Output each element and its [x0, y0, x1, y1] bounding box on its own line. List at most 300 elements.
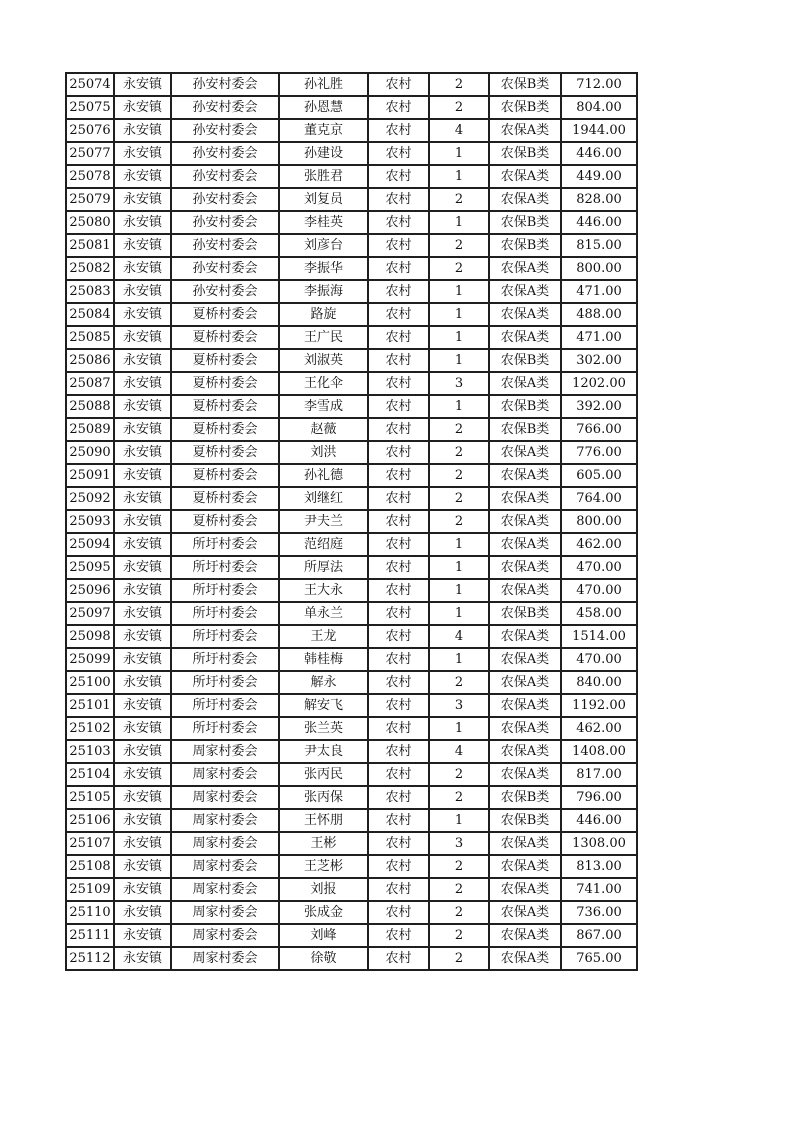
table-cell-amount: 470.00	[561, 556, 637, 579]
table-cell-village_committee: 周家村委会	[171, 832, 279, 855]
table-cell-person_count: 3	[429, 694, 489, 717]
table-cell-name: 张成金	[279, 901, 368, 924]
table-cell-amount: 302.00	[561, 349, 637, 372]
table-cell-insurance_category: 农保A类	[489, 832, 561, 855]
table-cell-amount: 470.00	[561, 579, 637, 602]
table-cell-town: 永安镇	[114, 165, 171, 188]
table-cell-record_id: 25092	[66, 487, 114, 510]
table-cell-residence_type: 农村	[368, 234, 429, 257]
table-cell-town: 永安镇	[114, 372, 171, 395]
table-row	[66, 602, 637, 625]
table-row	[66, 763, 637, 786]
table-cell-person_count: 1	[429, 533, 489, 556]
table-cell-insurance_category: 农保A类	[489, 464, 561, 487]
table-cell-record_id: 25076	[66, 119, 114, 142]
table-cell-name: 单永兰	[279, 602, 368, 625]
table-cell-person_count: 2	[429, 487, 489, 510]
table-cell-amount: 815.00	[561, 234, 637, 257]
table-cell-residence_type: 农村	[368, 717, 429, 740]
table-row	[66, 533, 637, 556]
table-cell-residence_type: 农村	[368, 648, 429, 671]
table-row	[66, 855, 637, 878]
table-cell-residence_type: 农村	[368, 694, 429, 717]
table-cell-town: 永安镇	[114, 901, 171, 924]
table-cell-amount: 488.00	[561, 303, 637, 326]
table-cell-town: 永安镇	[114, 188, 171, 211]
table-cell-village_committee: 夏桥村委会	[171, 372, 279, 395]
table-cell-person_count: 2	[429, 786, 489, 809]
table-cell-person_count: 1	[429, 809, 489, 832]
table-cell-residence_type: 农村	[368, 142, 429, 165]
table-cell-record_id: 25086	[66, 349, 114, 372]
table-cell-amount: 446.00	[561, 809, 637, 832]
table-cell-village_committee: 周家村委会	[171, 786, 279, 809]
table-cell-record_id: 25080	[66, 211, 114, 234]
table-cell-amount: 813.00	[561, 855, 637, 878]
table-cell-amount: 392.00	[561, 395, 637, 418]
table-cell-name: 王彬	[279, 832, 368, 855]
table-body	[66, 73, 637, 970]
table-cell-record_id: 25111	[66, 924, 114, 947]
table-cell-residence_type: 农村	[368, 510, 429, 533]
table-cell-name: 王大永	[279, 579, 368, 602]
table-cell-residence_type: 农村	[368, 349, 429, 372]
table-cell-insurance_category: 农保A类	[489, 648, 561, 671]
table-row	[66, 487, 637, 510]
table-cell-insurance_category: 农保A类	[489, 740, 561, 763]
table-cell-town: 永安镇	[114, 763, 171, 786]
table-cell-village_committee: 所圩村委会	[171, 625, 279, 648]
table-cell-name: 李桂英	[279, 211, 368, 234]
table-row	[66, 142, 637, 165]
table-cell-name: 尹太良	[279, 740, 368, 763]
table-cell-residence_type: 农村	[368, 901, 429, 924]
table-cell-residence_type: 农村	[368, 326, 429, 349]
table-cell-person_count: 2	[429, 878, 489, 901]
table-cell-village_committee: 孙安村委会	[171, 211, 279, 234]
table-cell-insurance_category: 农保A类	[489, 671, 561, 694]
table-cell-amount: 766.00	[561, 418, 637, 441]
table-cell-insurance_category: 农保A类	[489, 763, 561, 786]
table-cell-amount: 458.00	[561, 602, 637, 625]
table-cell-name: 刘彦台	[279, 234, 368, 257]
table-cell-residence_type: 农村	[368, 832, 429, 855]
table-row	[66, 671, 637, 694]
table-cell-village_committee: 夏桥村委会	[171, 303, 279, 326]
table-cell-village_committee: 所圩村委会	[171, 533, 279, 556]
table-cell-record_id: 25105	[66, 786, 114, 809]
table-cell-residence_type: 农村	[368, 372, 429, 395]
table-cell-village_committee: 周家村委会	[171, 924, 279, 947]
table-cell-name: 王广民	[279, 326, 368, 349]
table-cell-insurance_category: 农保A类	[489, 556, 561, 579]
table-cell-residence_type: 农村	[368, 303, 429, 326]
table-cell-insurance_category: 农保B类	[489, 234, 561, 257]
table-cell-record_id: 25098	[66, 625, 114, 648]
table-cell-insurance_category: 农保A类	[489, 441, 561, 464]
table-cell-residence_type: 农村	[368, 878, 429, 901]
table-cell-residence_type: 农村	[368, 395, 429, 418]
table-cell-person_count: 4	[429, 625, 489, 648]
table-cell-name: 王怀朋	[279, 809, 368, 832]
table-cell-town: 永安镇	[114, 786, 171, 809]
social-insurance-table	[65, 72, 638, 971]
table-cell-record_id: 25083	[66, 280, 114, 303]
table-cell-name: 所厚法	[279, 556, 368, 579]
table-cell-name: 徐敬	[279, 947, 368, 970]
table-cell-insurance_category: 农保B类	[489, 809, 561, 832]
table-cell-residence_type: 农村	[368, 487, 429, 510]
table-cell-insurance_category: 农保A类	[489, 487, 561, 510]
table-cell-amount: 840.00	[561, 671, 637, 694]
table-row	[66, 73, 637, 96]
table-cell-village_committee: 夏桥村委会	[171, 510, 279, 533]
table-cell-insurance_category: 农保B类	[489, 786, 561, 809]
table-row	[66, 878, 637, 901]
table-row	[66, 280, 637, 303]
table-cell-insurance_category: 农保A类	[489, 510, 561, 533]
table-cell-record_id: 25093	[66, 510, 114, 533]
table-row	[66, 418, 637, 441]
table-row	[66, 579, 637, 602]
table-cell-amount: 764.00	[561, 487, 637, 510]
table-cell-record_id: 25084	[66, 303, 114, 326]
table-cell-town: 永安镇	[114, 441, 171, 464]
table-cell-village_committee: 周家村委会	[171, 855, 279, 878]
table-cell-village_committee: 夏桥村委会	[171, 464, 279, 487]
table-cell-record_id: 25102	[66, 717, 114, 740]
table-cell-insurance_category: 农保A类	[489, 855, 561, 878]
table-cell-person_count: 1	[429, 349, 489, 372]
table-cell-town: 永安镇	[114, 832, 171, 855]
table-row	[66, 510, 637, 533]
table-cell-amount: 800.00	[561, 257, 637, 280]
table-cell-amount: 817.00	[561, 763, 637, 786]
table-cell-village_committee: 所圩村委会	[171, 671, 279, 694]
table-cell-insurance_category: 农保A类	[489, 303, 561, 326]
table-row	[66, 211, 637, 234]
table-cell-amount: 736.00	[561, 901, 637, 924]
table-row	[66, 786, 637, 809]
table-cell-person_count: 2	[429, 234, 489, 257]
table-cell-insurance_category: 农保B类	[489, 395, 561, 418]
table-cell-town: 永安镇	[114, 625, 171, 648]
table-cell-town: 永安镇	[114, 648, 171, 671]
table-cell-insurance_category: 农保A类	[489, 625, 561, 648]
table-row	[66, 717, 637, 740]
table-cell-person_count: 2	[429, 96, 489, 119]
table-cell-insurance_category: 农保A类	[489, 694, 561, 717]
table-row	[66, 395, 637, 418]
table-cell-amount: 471.00	[561, 326, 637, 349]
table-cell-residence_type: 农村	[368, 625, 429, 648]
table-cell-name: 刘报	[279, 878, 368, 901]
table-cell-village_committee: 周家村委会	[171, 809, 279, 832]
table-cell-insurance_category: 农保B类	[489, 349, 561, 372]
table-cell-insurance_category: 农保A类	[489, 533, 561, 556]
table-cell-record_id: 25095	[66, 556, 114, 579]
table-cell-town: 永安镇	[114, 280, 171, 303]
table-cell-record_id: 25087	[66, 372, 114, 395]
table-cell-town: 永安镇	[114, 671, 171, 694]
table-row	[66, 188, 637, 211]
table-cell-insurance_category: 农保B类	[489, 418, 561, 441]
table-cell-name: 赵薇	[279, 418, 368, 441]
table-cell-record_id: 25104	[66, 763, 114, 786]
table-cell-town: 永安镇	[114, 809, 171, 832]
table-cell-village_committee: 周家村委会	[171, 901, 279, 924]
table-cell-residence_type: 农村	[368, 119, 429, 142]
table-cell-amount: 1944.00	[561, 119, 637, 142]
table-cell-village_committee: 所圩村委会	[171, 717, 279, 740]
table-cell-person_count: 1	[429, 579, 489, 602]
table-cell-residence_type: 农村	[368, 763, 429, 786]
table-cell-insurance_category: 农保A类	[489, 165, 561, 188]
table-cell-town: 永安镇	[114, 694, 171, 717]
table-cell-name: 李振华	[279, 257, 368, 280]
table-cell-village_committee: 所圩村委会	[171, 579, 279, 602]
table-cell-amount: 828.00	[561, 188, 637, 211]
table-cell-insurance_category: 农保B类	[489, 96, 561, 119]
table-cell-name: 刘淑英	[279, 349, 368, 372]
table-cell-insurance_category: 农保A类	[489, 372, 561, 395]
table-cell-town: 永安镇	[114, 878, 171, 901]
table-cell-village_committee: 夏桥村委会	[171, 326, 279, 349]
table-cell-town: 永安镇	[114, 924, 171, 947]
table-cell-name: 张丙民	[279, 763, 368, 786]
table-cell-residence_type: 农村	[368, 671, 429, 694]
table-cell-town: 永安镇	[114, 556, 171, 579]
table-cell-person_count: 1	[429, 717, 489, 740]
table-cell-name: 王芝彬	[279, 855, 368, 878]
table-cell-name: 刘洪	[279, 441, 368, 464]
table-cell-record_id: 25097	[66, 602, 114, 625]
table-cell-record_id: 25082	[66, 257, 114, 280]
table-cell-amount: 1308.00	[561, 832, 637, 855]
table-row	[66, 625, 637, 648]
table-cell-person_count: 1	[429, 165, 489, 188]
table-cell-insurance_category: 农保A类	[489, 579, 561, 602]
table-cell-village_committee: 孙安村委会	[171, 257, 279, 280]
table-cell-village_committee: 周家村委会	[171, 763, 279, 786]
table-cell-village_committee: 孙安村委会	[171, 96, 279, 119]
table-cell-town: 永安镇	[114, 303, 171, 326]
table-cell-person_count: 1	[429, 211, 489, 234]
table-row	[66, 901, 637, 924]
table-cell-village_committee: 孙安村委会	[171, 119, 279, 142]
table-cell-residence_type: 农村	[368, 211, 429, 234]
table-cell-village_committee: 夏桥村委会	[171, 441, 279, 464]
table-cell-person_count: 2	[429, 924, 489, 947]
table-cell-record_id: 25094	[66, 533, 114, 556]
table-cell-amount: 470.00	[561, 648, 637, 671]
table-cell-name: 解永	[279, 671, 368, 694]
table-row	[66, 694, 637, 717]
table-cell-town: 永安镇	[114, 234, 171, 257]
table-cell-insurance_category: 农保A类	[489, 280, 561, 303]
table-cell-name: 王龙	[279, 625, 368, 648]
table-cell-amount: 462.00	[561, 533, 637, 556]
table-cell-name: 李振海	[279, 280, 368, 303]
table-cell-residence_type: 农村	[368, 602, 429, 625]
table-cell-insurance_category: 农保B类	[489, 142, 561, 165]
table-cell-person_count: 2	[429, 510, 489, 533]
table-cell-insurance_category: 农保B类	[489, 211, 561, 234]
table-row	[66, 326, 637, 349]
table-cell-village_committee: 周家村委会	[171, 947, 279, 970]
table-cell-person_count: 1	[429, 395, 489, 418]
table-cell-name: 孙恩慧	[279, 96, 368, 119]
table-cell-town: 永安镇	[114, 119, 171, 142]
table-cell-village_committee: 周家村委会	[171, 878, 279, 901]
table-cell-residence_type: 农村	[368, 947, 429, 970]
table-cell-amount: 462.00	[561, 717, 637, 740]
table-row	[66, 740, 637, 763]
table-cell-person_count: 2	[429, 901, 489, 924]
table-cell-town: 永安镇	[114, 326, 171, 349]
table-cell-town: 永安镇	[114, 464, 171, 487]
table-cell-village_committee: 孙安村委会	[171, 188, 279, 211]
table-cell-name: 孙建设	[279, 142, 368, 165]
table-cell-residence_type: 农村	[368, 740, 429, 763]
table-cell-residence_type: 农村	[368, 280, 429, 303]
table-cell-person_count: 2	[429, 464, 489, 487]
table-row	[66, 257, 637, 280]
table-cell-name: 尹夫兰	[279, 510, 368, 533]
table-cell-record_id: 25099	[66, 648, 114, 671]
table-cell-record_id: 25108	[66, 855, 114, 878]
table-cell-record_id: 25110	[66, 901, 114, 924]
table-cell-person_count: 2	[429, 763, 489, 786]
table-row	[66, 947, 637, 970]
table-cell-town: 永安镇	[114, 142, 171, 165]
table-cell-name: 刘复员	[279, 188, 368, 211]
table-cell-person_count: 2	[429, 947, 489, 970]
table-cell-insurance_category: 农保A类	[489, 878, 561, 901]
table-cell-village_committee: 所圩村委会	[171, 694, 279, 717]
table-cell-record_id: 25103	[66, 740, 114, 763]
table-cell-residence_type: 农村	[368, 188, 429, 211]
table-cell-residence_type: 农村	[368, 418, 429, 441]
table-cell-town: 永安镇	[114, 96, 171, 119]
table-cell-insurance_category: 农保A类	[489, 257, 561, 280]
table-cell-amount: 712.00	[561, 73, 637, 96]
table-cell-amount: 867.00	[561, 924, 637, 947]
table-cell-residence_type: 农村	[368, 441, 429, 464]
table-cell-residence_type: 农村	[368, 809, 429, 832]
table-cell-name: 路旋	[279, 303, 368, 326]
table-cell-village_committee: 夏桥村委会	[171, 418, 279, 441]
table-cell-town: 永安镇	[114, 73, 171, 96]
table-cell-insurance_category: 农保B类	[489, 73, 561, 96]
table-cell-person_count: 2	[429, 671, 489, 694]
table-cell-amount: 1514.00	[561, 625, 637, 648]
table-cell-amount: 471.00	[561, 280, 637, 303]
table-cell-residence_type: 农村	[368, 579, 429, 602]
table-cell-person_count: 1	[429, 303, 489, 326]
table-row	[66, 119, 637, 142]
table-cell-town: 永安镇	[114, 395, 171, 418]
table-cell-record_id: 25101	[66, 694, 114, 717]
table-cell-name: 张兰英	[279, 717, 368, 740]
table-cell-amount: 446.00	[561, 211, 637, 234]
table-row	[66, 441, 637, 464]
table-row	[66, 648, 637, 671]
table-cell-insurance_category: 农保A类	[489, 924, 561, 947]
table-cell-town: 永安镇	[114, 855, 171, 878]
table-cell-amount: 804.00	[561, 96, 637, 119]
table-cell-record_id: 25109	[66, 878, 114, 901]
table-cell-town: 永安镇	[114, 717, 171, 740]
table-cell-insurance_category: 农保A类	[489, 901, 561, 924]
table-row	[66, 372, 637, 395]
table-cell-record_id: 25089	[66, 418, 114, 441]
table-cell-record_id: 25079	[66, 188, 114, 211]
table-row	[66, 556, 637, 579]
table-cell-residence_type: 农村	[368, 165, 429, 188]
table-cell-town: 永安镇	[114, 487, 171, 510]
table-cell-record_id: 25106	[66, 809, 114, 832]
table-row	[66, 165, 637, 188]
table-row	[66, 234, 637, 257]
table-cell-name: 孙礼德	[279, 464, 368, 487]
table-cell-name: 张胜君	[279, 165, 368, 188]
table-cell-village_committee: 所圩村委会	[171, 556, 279, 579]
table-cell-person_count: 1	[429, 648, 489, 671]
table-cell-record_id: 25085	[66, 326, 114, 349]
table-row	[66, 924, 637, 947]
table-cell-village_committee: 夏桥村委会	[171, 349, 279, 372]
table-row	[66, 809, 637, 832]
table-cell-person_count: 1	[429, 602, 489, 625]
table-cell-record_id: 25096	[66, 579, 114, 602]
table-cell-town: 永安镇	[114, 349, 171, 372]
table-cell-town: 永安镇	[114, 533, 171, 556]
table-cell-person_count: 2	[429, 188, 489, 211]
table-cell-insurance_category: 农保A类	[489, 119, 561, 142]
table-cell-record_id: 25088	[66, 395, 114, 418]
table-cell-person_count: 2	[429, 418, 489, 441]
table-cell-residence_type: 农村	[368, 73, 429, 96]
table-cell-amount: 776.00	[561, 441, 637, 464]
table-cell-amount: 741.00	[561, 878, 637, 901]
table-cell-person_count: 1	[429, 326, 489, 349]
table-cell-person_count: 2	[429, 257, 489, 280]
table-cell-person_count: 3	[429, 372, 489, 395]
table-cell-town: 永安镇	[114, 211, 171, 234]
table-cell-insurance_category: 农保A类	[489, 717, 561, 740]
table-cell-record_id: 25091	[66, 464, 114, 487]
table-cell-town: 永安镇	[114, 602, 171, 625]
table-cell-insurance_category: 农保A类	[489, 326, 561, 349]
table-cell-amount: 446.00	[561, 142, 637, 165]
table-row	[66, 303, 637, 326]
table-cell-residence_type: 农村	[368, 257, 429, 280]
table-cell-name: 孙礼胜	[279, 73, 368, 96]
table-cell-person_count: 1	[429, 142, 489, 165]
table-cell-person_count: 2	[429, 441, 489, 464]
table-cell-town: 永安镇	[114, 510, 171, 533]
table-row	[66, 464, 637, 487]
table-cell-record_id: 25074	[66, 73, 114, 96]
table-cell-amount: 1408.00	[561, 740, 637, 763]
table-cell-residence_type: 农村	[368, 96, 429, 119]
table-cell-person_count: 1	[429, 556, 489, 579]
table-cell-town: 永安镇	[114, 579, 171, 602]
table-cell-village_committee: 孙安村委会	[171, 73, 279, 96]
table-cell-amount: 1192.00	[561, 694, 637, 717]
table-cell-record_id: 25100	[66, 671, 114, 694]
